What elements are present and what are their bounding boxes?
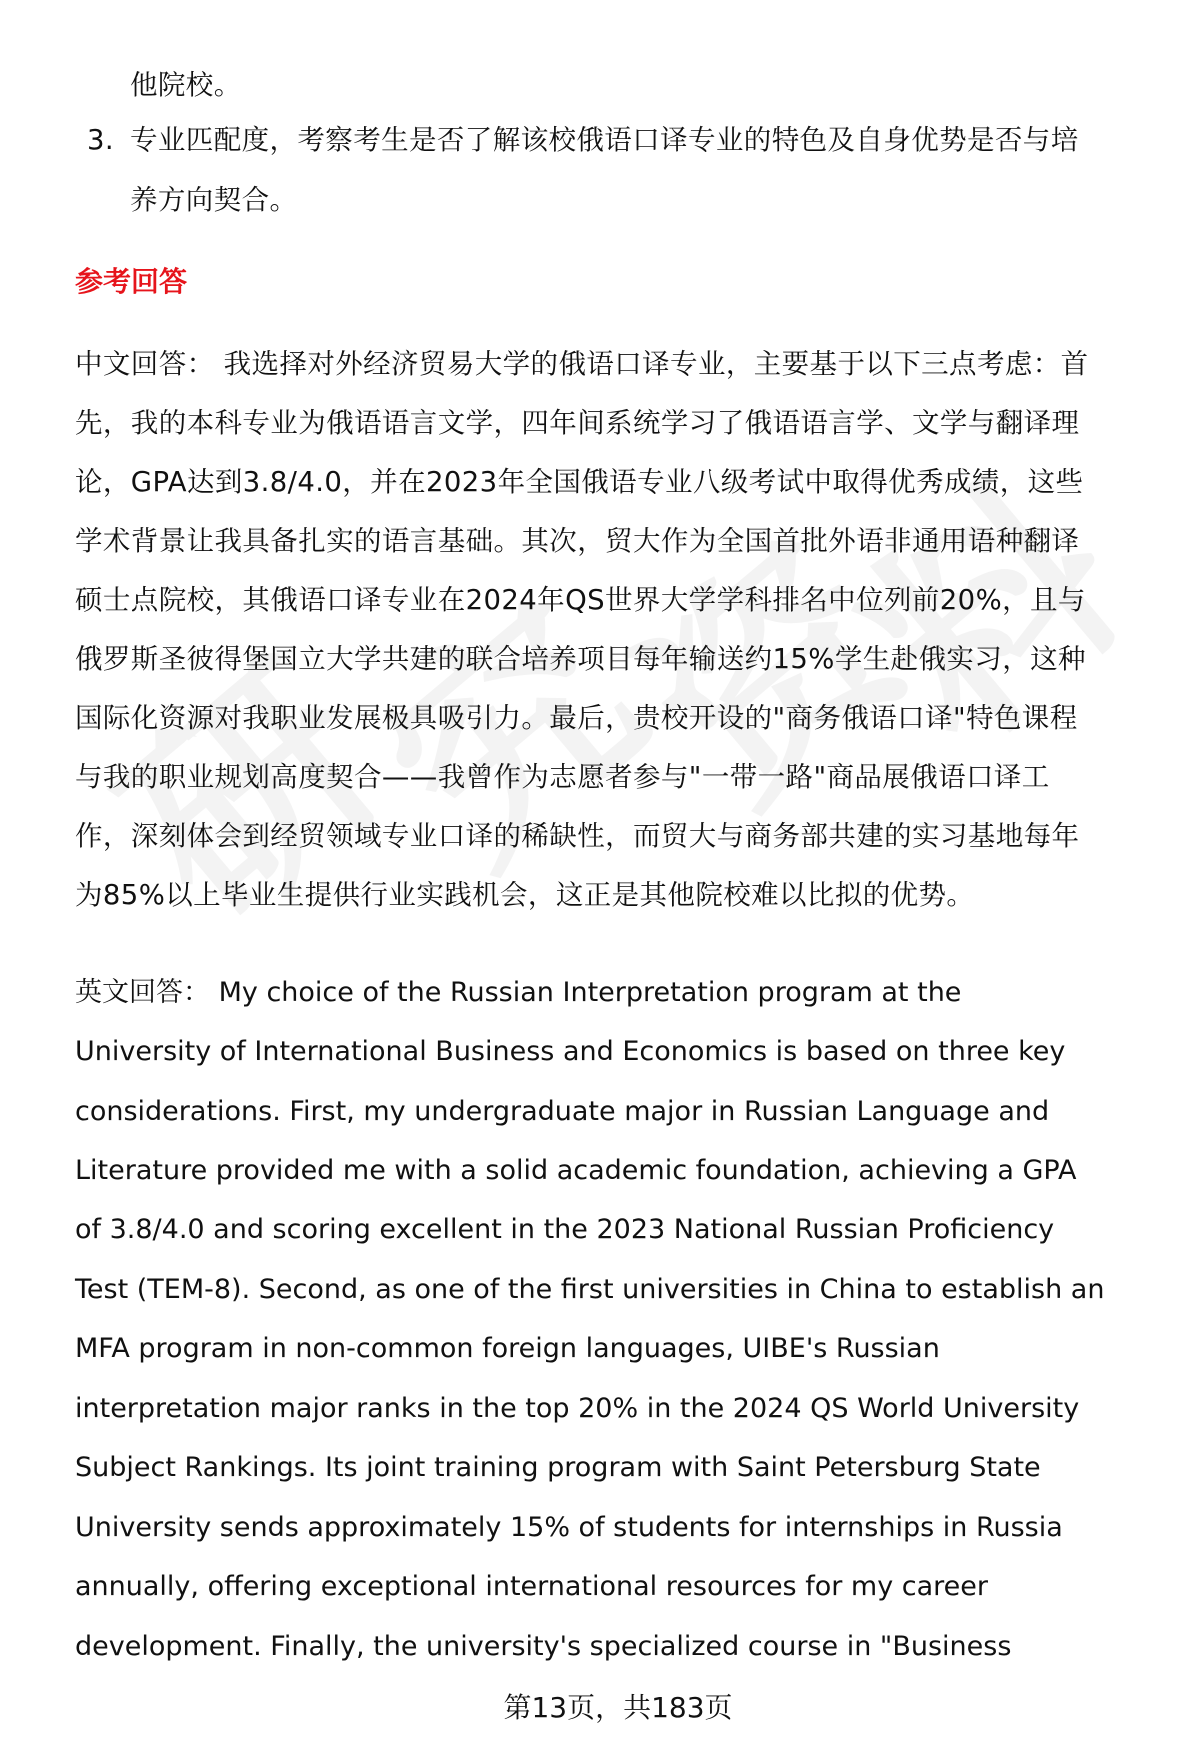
chinese-answer-line: 作，深刻体会到经贸领域专业口译的稀缺性，而贸大与商务部共建的实习基地每年 (75, 820, 1080, 852)
english-answer-line: Subject Rankings. Its joint training program with Saint Petersburg State (75, 1452, 1041, 1483)
english-answer-line: MFA program in non-common foreign languages, UIBE's Russian (75, 1333, 940, 1364)
list-item-3-line: 养方向契合。 (130, 184, 298, 216)
english-answer-line: interpretation major ranks in the top 20% in the 2024 QS World University (75, 1393, 1080, 1424)
english-answer-line: development. Finally, the university's specialized course in "Business (75, 1631, 1012, 1662)
reference-answer-heading: 参考回答 (75, 265, 188, 298)
english-answer-line: of 3.8/4.0 and scoring excellent in the 2023 National Russian Proficiency (75, 1214, 1055, 1245)
chinese-answer-line: 与我的职业规划高度契合——我曾作为志愿者参与"一带一路"商品展俄语口译工 (75, 761, 1050, 793)
page-indicator: 第13页，共183页 (503, 1691, 733, 1724)
chinese-answer-line: 学术背景让我具备扎实的语言基础。其次，贸大作为全国首批外语非通用语种翻译 (75, 525, 1080, 557)
english-answer-line: annually, offering exceptional international resources for my career (75, 1571, 988, 1602)
english-answer-line: University of International Business and Economics is based on three key (75, 1036, 1066, 1067)
english-answer-line: Literature provided me with a solid academic foundation, achieving a GPA (75, 1155, 1077, 1186)
list-item-3-number: 3. (87, 124, 115, 156)
english-answer-line: 英文回答： My choice of the Russian Interpretation program at the (75, 977, 962, 1008)
chinese-answer-line: 国际化资源对我职业发展极具吸引力。最后，贵校开设的"商务俄语口译"特色课程 (75, 702, 1078, 734)
chinese-answer-line: 硕士点院校，其俄语口译专业在2024年QS世界大学学科排名中位列前20%，且与 (75, 584, 1086, 616)
chinese-answer-line: 俄罗斯圣彼得堡国立大学共建的联合培养项目每年输送约15%学生赴俄实习，这种 (75, 643, 1086, 675)
english-answer-line: considerations. First, my undergraduate major in Russian Language and (75, 1096, 1050, 1127)
chinese-answer-line: 先，我的本科专业为俄语语言文学，四年间系统学习了俄语语言学、文学与翻译理 (75, 407, 1080, 439)
chinese-answer-line: 论，GPA达到3.8/4.0，并在2023年全国俄语专业八级考试中取得优秀成绩，这些 (75, 466, 1084, 498)
english-answer-line: Test (TEM-8). Second, as one of the first universities in China to establish an (75, 1274, 1105, 1305)
list-item-2-continuation: 他院校。 (130, 69, 242, 101)
chinese-answer-line: 中文回答： 我选择对外经济贸易大学的俄语口译专业，主要基于以下三点考虑：首 (75, 348, 1089, 380)
chinese-answer-line: 为85%以上毕业生提供行业实践机会，这正是其他院校难以比拟的优势。 (75, 879, 975, 911)
list-item-3-line: 专业匹配度，考察考生是否了解该校俄语口译专业的特色及自身优势是否与培 (130, 124, 1079, 156)
english-answer-line: University sends approximately 15% of students for internships in Russia (75, 1512, 1063, 1543)
